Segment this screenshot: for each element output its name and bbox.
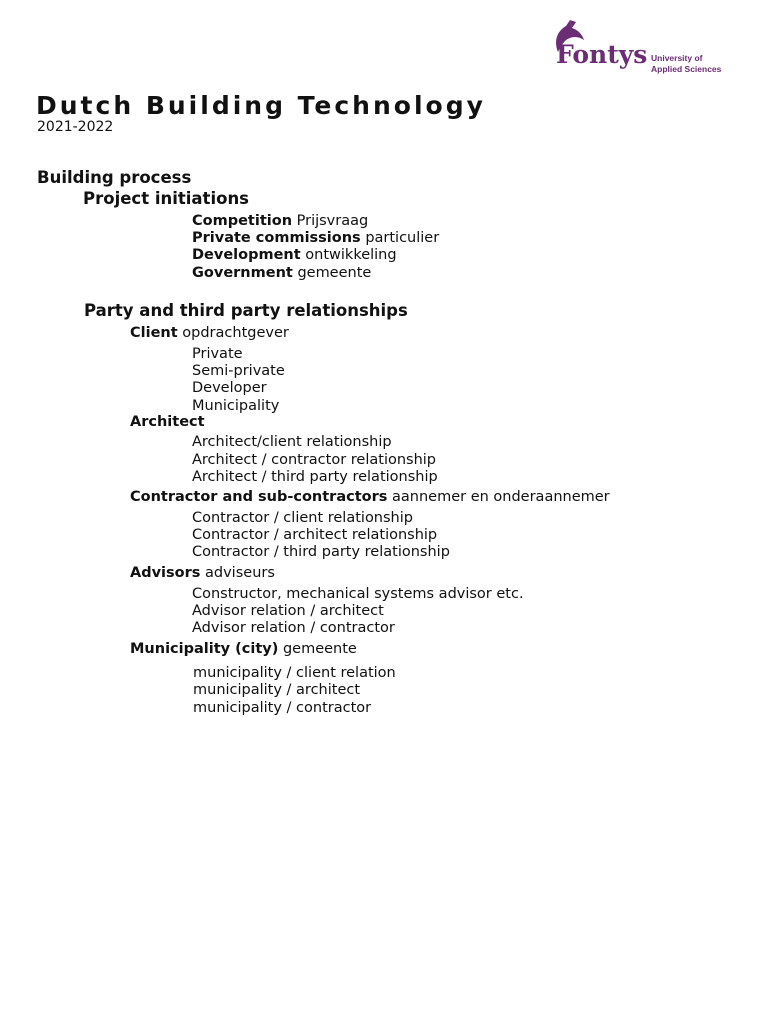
academic-year: 2021-2022 <box>37 119 114 135</box>
party-translation: opdrachtgever <box>182 325 289 341</box>
party-heading-contractor <box>130 489 610 507</box>
term: Private commissions <box>192 230 361 246</box>
subsection-heading-relationships: Party and third party relationships <box>84 301 408 320</box>
list-item: Developer <box>192 380 267 396</box>
party-translation: gemeente <box>282 641 357 657</box>
list-item: Semi-private <box>192 363 285 379</box>
list-item: municipality / contractor <box>193 700 372 716</box>
list-item <box>192 247 397 265</box>
list-item: Constructor, mechanical systems advisor etc. <box>192 586 524 602</box>
list-item: Advisor relation / architect <box>192 603 384 619</box>
list-item: Contractor / architect relationship <box>192 527 438 543</box>
party-label: Advisors <box>130 565 201 581</box>
party-heading-architect: Architect <box>130 414 205 430</box>
list-item: Architect / third party relationship <box>192 469 438 485</box>
translation: gemeente <box>297 265 372 281</box>
list-item: municipality / architect <box>193 682 361 698</box>
party-translation: adviseurs <box>205 565 275 581</box>
term: Government <box>192 265 293 281</box>
list-item: municipality / client relation <box>193 665 396 681</box>
list-item: Municipality <box>192 398 280 414</box>
party-heading-client <box>130 325 289 343</box>
subsection-heading-project-initiations: Project initiations <box>83 189 250 208</box>
term: Development <box>192 247 301 263</box>
list-item: Contractor / client relationship <box>192 510 413 526</box>
list-item: Architect / contractor relationship <box>192 452 437 468</box>
list-item: Contractor / third party relationship <box>192 544 450 560</box>
list-item: Architect/client relationship <box>192 434 392 450</box>
translation: ontwikkeling <box>305 247 397 263</box>
party-heading-municipality <box>130 641 357 659</box>
page-title: Dutch Building Technology <box>36 91 486 120</box>
party-heading-advisors <box>130 565 275 583</box>
party-label: Municipality (city) <box>130 641 279 657</box>
translation: Prijsvraag <box>296 213 369 229</box>
party-translation: aannemer en onderaannemer <box>392 489 610 505</box>
term: Competition <box>192 213 293 229</box>
section-heading: Building process <box>37 168 192 187</box>
party-label: Contractor and sub-contractors <box>130 489 388 505</box>
list-item: Private <box>192 346 243 362</box>
translation: particulier <box>365 230 440 246</box>
list-item <box>192 213 368 231</box>
logo-wordmark: Fontys <box>556 40 648 69</box>
logo-tagline-2: Applied Sciences <box>651 64 722 74</box>
list-item <box>192 230 439 248</box>
list-item <box>192 265 371 283</box>
list-item: Advisor relation / contractor <box>192 620 395 636</box>
logo-tagline-1: University of <box>651 53 703 63</box>
party-label: Client <box>130 325 178 341</box>
